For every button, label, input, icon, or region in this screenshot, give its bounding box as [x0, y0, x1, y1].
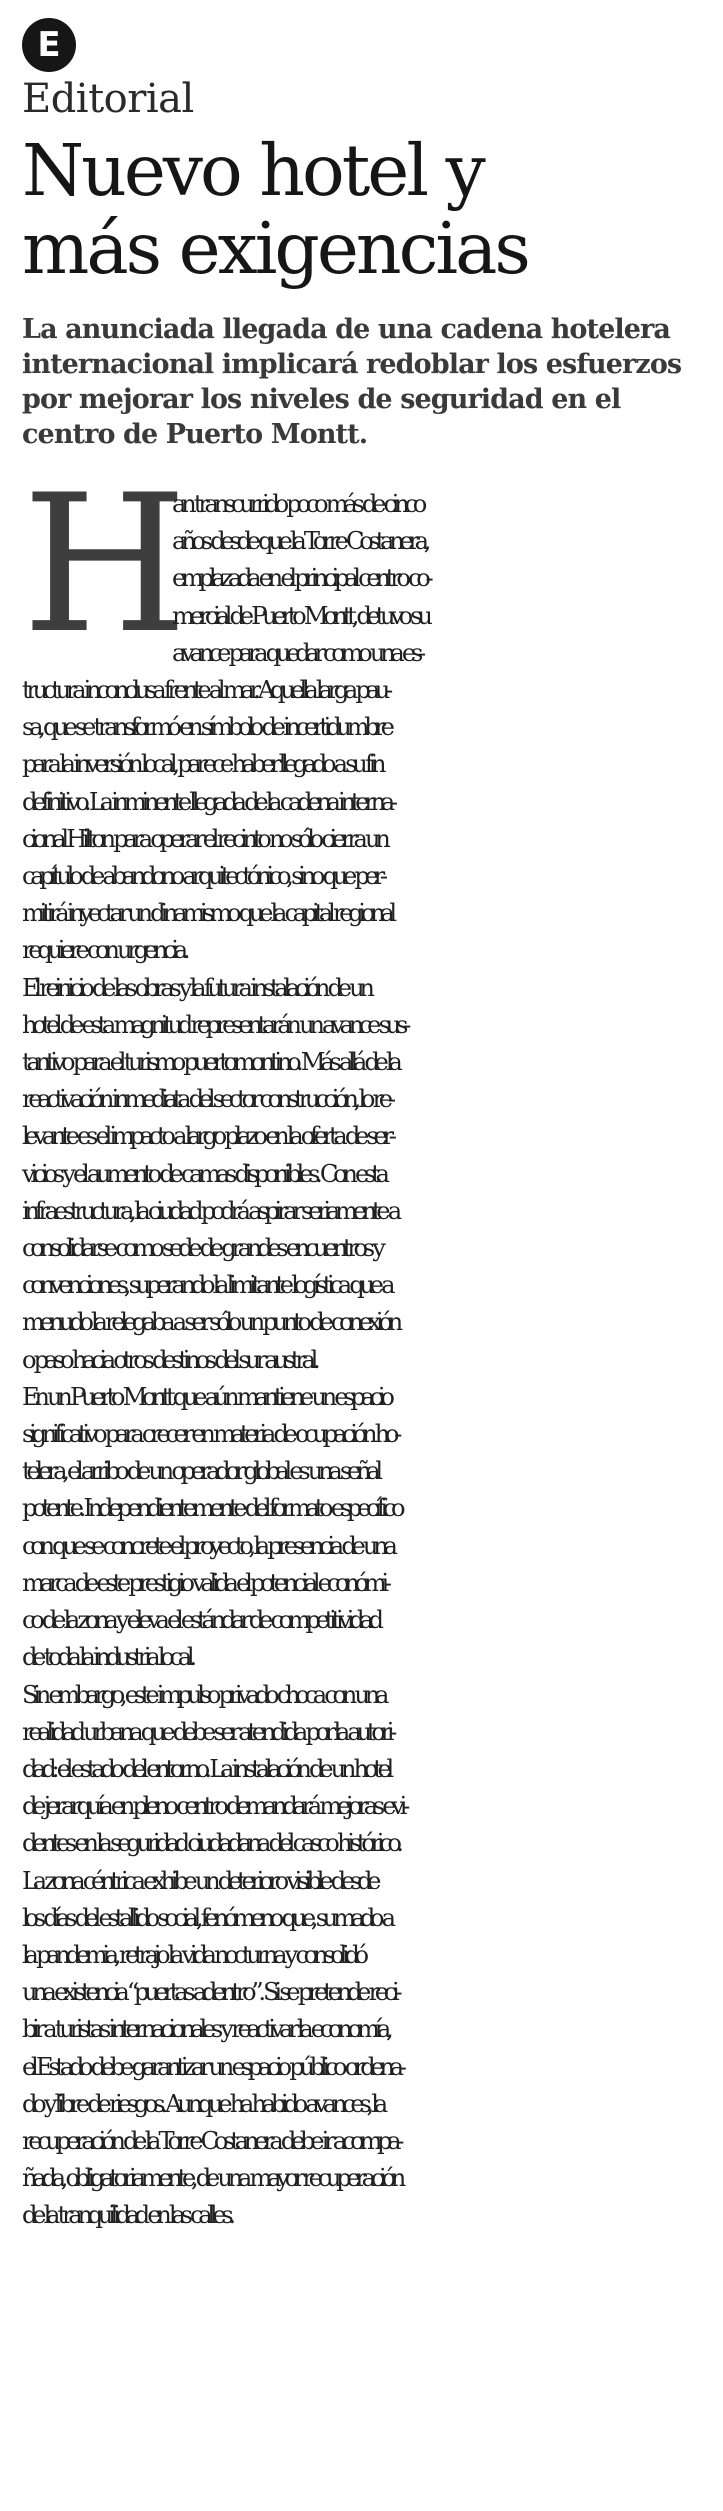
article-line: cional Hilton para operar el recinto no sólo cierra un — [22, 824, 386, 853]
article-line: una existencia “puertas adentro”. Si se pretende reci- — [22, 1978, 398, 2007]
article-line: telera, el arribo de un operador global es una señal — [22, 1457, 378, 1486]
headline-line-1: Nuevo hotel y — [22, 129, 483, 212]
deck-subtitle: La anunciada llegada de una cadena hotelera internacional implicará redoblar los esfuerzos por mejorar los niveles de seguridad en el centro de Puerto Montt. — [22, 314, 682, 450]
article-line: do y libre de riesgos. Aunque ha habido avances, la — [22, 2089, 383, 2118]
article-line: consolidarse como sede de grandes encuentros y — [22, 1234, 381, 1263]
article-line: la pandemia, retrajo la vida nocturna y consolidó — [22, 1940, 364, 1969]
article-line: el Estado debe garantizar un espacio público ordena- — [22, 2052, 402, 2081]
section-label: Editorial — [22, 76, 194, 122]
article-line: marca de este prestigio valida el potencial económi- — [22, 1568, 387, 1597]
article-line: Sin embargo, este impulso privado choca con una — [22, 1680, 385, 1709]
editorial-article — [22, 18, 702, 2235]
article-line: tructura inconclusa frente al mar. Aquella larga pau- — [22, 676, 388, 705]
article-line: de toda la industria local. — [22, 1643, 192, 1672]
article-line: ñada, obligatoriamente, de una mayor recuperación — [22, 2164, 402, 2193]
article-line: o paso hacia otros destinos del sur austral. — [22, 1345, 316, 1374]
article-line: de la tranquilidad en las calles. — [22, 2201, 231, 2230]
article-line: potente. Independientemente del formato específico — [22, 1494, 401, 1523]
article-line: recuperación de la Torre Costanera debe ir acompa- — [22, 2126, 400, 2155]
article-line: requiere con urgencia. — [22, 936, 186, 965]
article-line: años desde que la Torre Costanera, — [172, 527, 427, 556]
article-line: reactivación inmediata del sector construcción, lo re- — [22, 1085, 391, 1114]
article-line: La zona céntrica exhibe un deterioro visible desde — [22, 1866, 377, 1895]
article-line: mercial de Puerto Montt, detuvo su — [172, 601, 428, 630]
article-line: El reinicio de las obras y la futura instalación de un — [22, 973, 370, 1002]
article-line: con que se concrete el proyecto, la presencia de una — [22, 1531, 393, 1560]
article-line: menudo la relegaba a ser sólo un punto de conexión — [22, 1308, 398, 1337]
article-line: de jerarquía en pleno centro demandará mejoras evi- — [22, 1792, 405, 1821]
article-line: tantivo para el turismo puertomontino. Más allá de la — [22, 1048, 398, 1077]
headline-line-2: más exigencias — [22, 207, 528, 290]
headline — [22, 129, 702, 290]
drop-cap: H — [22, 454, 188, 675]
article-line: sa, que se transformó en símbolo de incertidumbre — [22, 713, 390, 742]
article-line: hotel de esta magnitud representarán un avance sus- — [22, 1010, 406, 1039]
article-line: los días del estallido social, fenómeno que, sumado a — [22, 1903, 391, 1932]
article-line: bir a turistas internacionales y reactivar la economía, — [22, 2015, 389, 2044]
article-text — [22, 672, 704, 2235]
article-line: realidad urbana que debe ser atendida por la autori- — [22, 1717, 393, 1746]
article-line: levante es el impacto a largo plazo en la oferta de ser- — [22, 1122, 392, 1151]
article-line: En un Puerto Montt que aún mantiene un espacio — [22, 1382, 390, 1411]
article-line: definitivo. La inminente llegada de la cadena interna- — [22, 787, 393, 816]
article-line: emplazada en el principal centro co- — [172, 564, 429, 593]
article-line: dad: el estado del entorno. La instalación de un hotel — [22, 1754, 389, 1783]
article-line: co de la zona y eleva el estándar de competitividad — [22, 1606, 379, 1635]
article-line: avance para quedar como una es- — [172, 638, 421, 667]
article-line: capítulo de abandono arquitectónico, sino que per- — [22, 862, 383, 891]
article-line: convenciones, superando la limitante logística que a — [22, 1271, 391, 1300]
article-line: vicios y el aumento de camas disponibles. Con esta — [22, 1159, 385, 1188]
article-line: para la inversión local, parece haber llegado a su fin — [22, 750, 382, 779]
article-line: infraestructura, la ciudad podrá aspirar seriamente a — [22, 1196, 397, 1225]
article-line: significativo para crecer en materia de ocupación ho- — [22, 1420, 398, 1449]
article-line: an transcurrido poco más de cinco — [172, 490, 422, 518]
article-line: mitirá inyectar un dinamismo que la capital regional — [22, 899, 392, 928]
editorial-badge: E — [22, 18, 76, 72]
article-line: dentes en la seguridad ciudadana del casco histórico. — [22, 1829, 399, 1858]
article-body — [22, 454, 704, 2235]
